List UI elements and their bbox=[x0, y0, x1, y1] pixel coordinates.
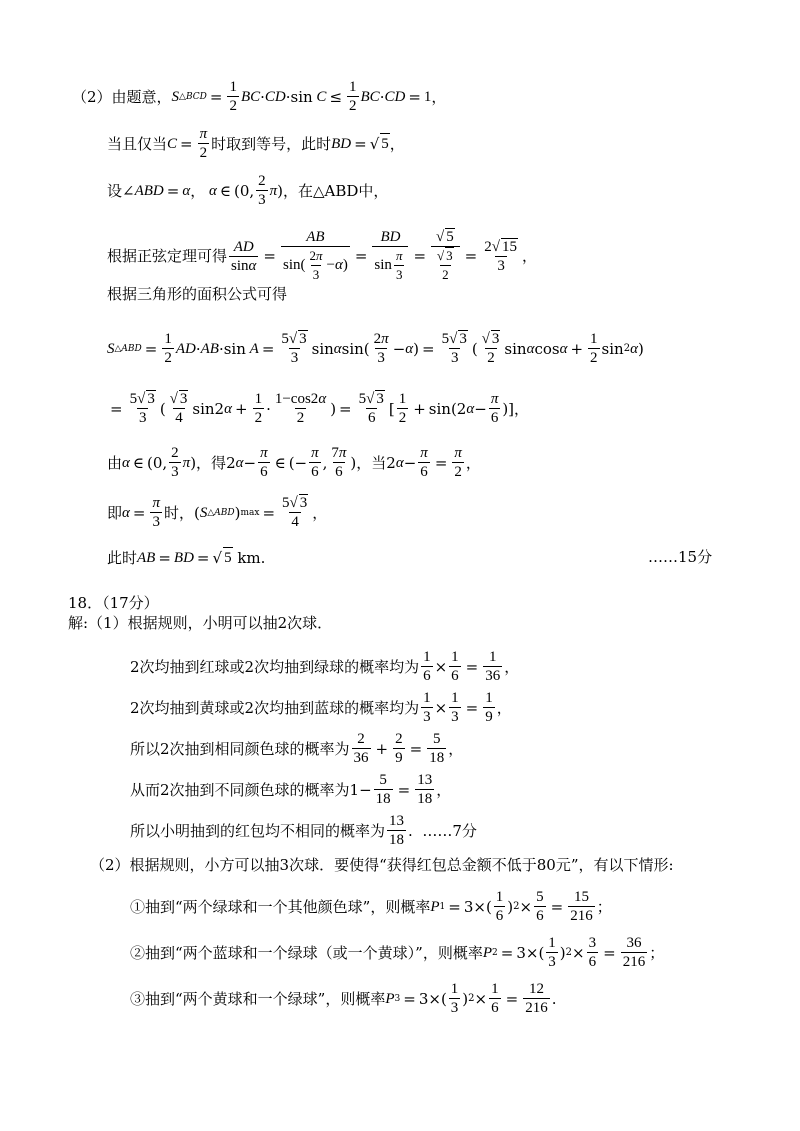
q18-yellow-blue-prob: 2次均抽到黄球或2次均抽到蓝球的概率均为 $\frac{1}{3}$ × $\frac{1}{3}$ = $\frac{1}{9}$ ， bbox=[130, 690, 512, 725]
score-15: ……15分 bbox=[648, 548, 713, 566]
case-2-line: ②抽到“两个蓝球和一个绿球（或一个黄球）”，则概率 P 2 = 3×( $\frac{1}{3}$ ) 2 × $\frac{3}{6}$ = $\frac{36}{216}$ ； bbox=[130, 935, 665, 970]
case-3-line: ③抽到“两个黄球和一个绿球”，则概率 P 3 = 3×( $\frac{1}{3}$ ) 2 × $\frac{1}{6}$ = $\frac{12}{216}$ . bbox=[130, 981, 557, 1016]
q18-part2-intro: （2）根据规则，小方可以抽3次球．要使得“获得红包总金额不低于80元”，有以下情形: bbox=[90, 856, 674, 874]
alpha-range-line: 由 α ∈ (0, $\frac{2}{3}$ π ) ，得 2 α − $\frac{\pi}{6}$ ∈ (− $\frac{\pi}{6}$ , $\frac{7\pi}{6}$ ) ，当 2 α − $\frac{\pi}{6}$ = $\frac{\pi}{2}$ ， bbox=[107, 445, 481, 480]
area-simplified-expression: = $\frac{5√ 3}{3}$ ( $\frac{√ 3}{4}$ sin2 α + $\frac{1}{2}$ · $\frac{1-\cos 2\alpha}{2}$ ) = $\frac{5√ 3}{6}$ [ $\frac{1}{2}$ + sin(2 α − $\frac{\pi}{6}$ )]， bbox=[110, 391, 530, 426]
equality-condition-line: 当且仅当 C = $\frac{\pi}{2}$ 时取到等号，此时 BD = √ 5 ， bbox=[107, 126, 405, 161]
max-area-line: 即 α = $\frac{\pi}{3}$ 时， ( S △ABD ) max = $\frac{5√ 3}{4}$ ， bbox=[107, 495, 328, 530]
q18-solution-intro: 解:（1）根据规则，小明可以抽2次球． bbox=[68, 614, 333, 632]
area-abd-expression: S △ABD = $\frac{1}{2}$ AD · AB ·sin A = $\frac{5√ 3}{3}$ sin α sin( $\frac{2\pi}{3}$ − α ) = $\frac{5√ 3}{3}$ ( $\frac{√ 3}{2}$ sin α cos α + $\frac{1}{2}$ sin 2 α ) bbox=[107, 331, 644, 366]
final-answer-line: 此时 AB = BD = √ 5 km. bbox=[107, 548, 266, 567]
part2-area-bcd-line: （2）由题意， S △BCD = $\frac{1}{2}$ BC · CD ·sin C ≤ $\frac{1}{2}$ BC · CD = 1 ， bbox=[72, 79, 447, 114]
q18-title: 18．（17分） bbox=[68, 594, 159, 612]
sine-law-line: 根据正弦定理可得 $\frac{AD}{\sin\alpha}$ = AB sin( $\frac{2\pi}{3}$ −α) = BD sin $\frac{\pi}{3}$ = $\frac{√ 5}{\frac{√ 3}{2}}$ = $\frac{2√ 15}{3}$ ， bbox=[107, 229, 537, 282]
set-angle-line: 设 ∠ ABD = α ， α ∈ (0, $\frac{2}{3}$ π ) ，在△ABD中， bbox=[107, 173, 389, 208]
q18-diff-color-prob: 从而2次抽到不同颜色球的概率为 1− $\frac{5}{18}$ = $\frac{13}{18}$ ， bbox=[130, 772, 452, 807]
case-1-line: ①抽到“两个绿球和一个其他颜色球”，则概率 P 1 = 3×( $\frac{1}{6}$ ) 2 × $\frac{5}{6}$ = $\frac{15}{216}$ ； bbox=[130, 889, 612, 924]
q18-answer-1: 所以小明抽到的红包均不相同的概率为 $\frac{13}{18}$ . ……7分 bbox=[130, 813, 477, 848]
area-formula-text: 根据三角形的面积公式可得 bbox=[107, 285, 288, 303]
q18-same-color-prob: 所以2次抽到相同颜色球的概率为 $\frac{2}{36}$ + $\frac{2}{9}$ = $\frac{5}{18}$ ， bbox=[130, 731, 464, 766]
q18-red-green-prob: 2次均抽到红球或2次均抽到绿球的概率均为 $\frac{1}{6}$ × $\frac{1}{6}$ = $\frac{1}{36}$ ， bbox=[130, 649, 520, 684]
